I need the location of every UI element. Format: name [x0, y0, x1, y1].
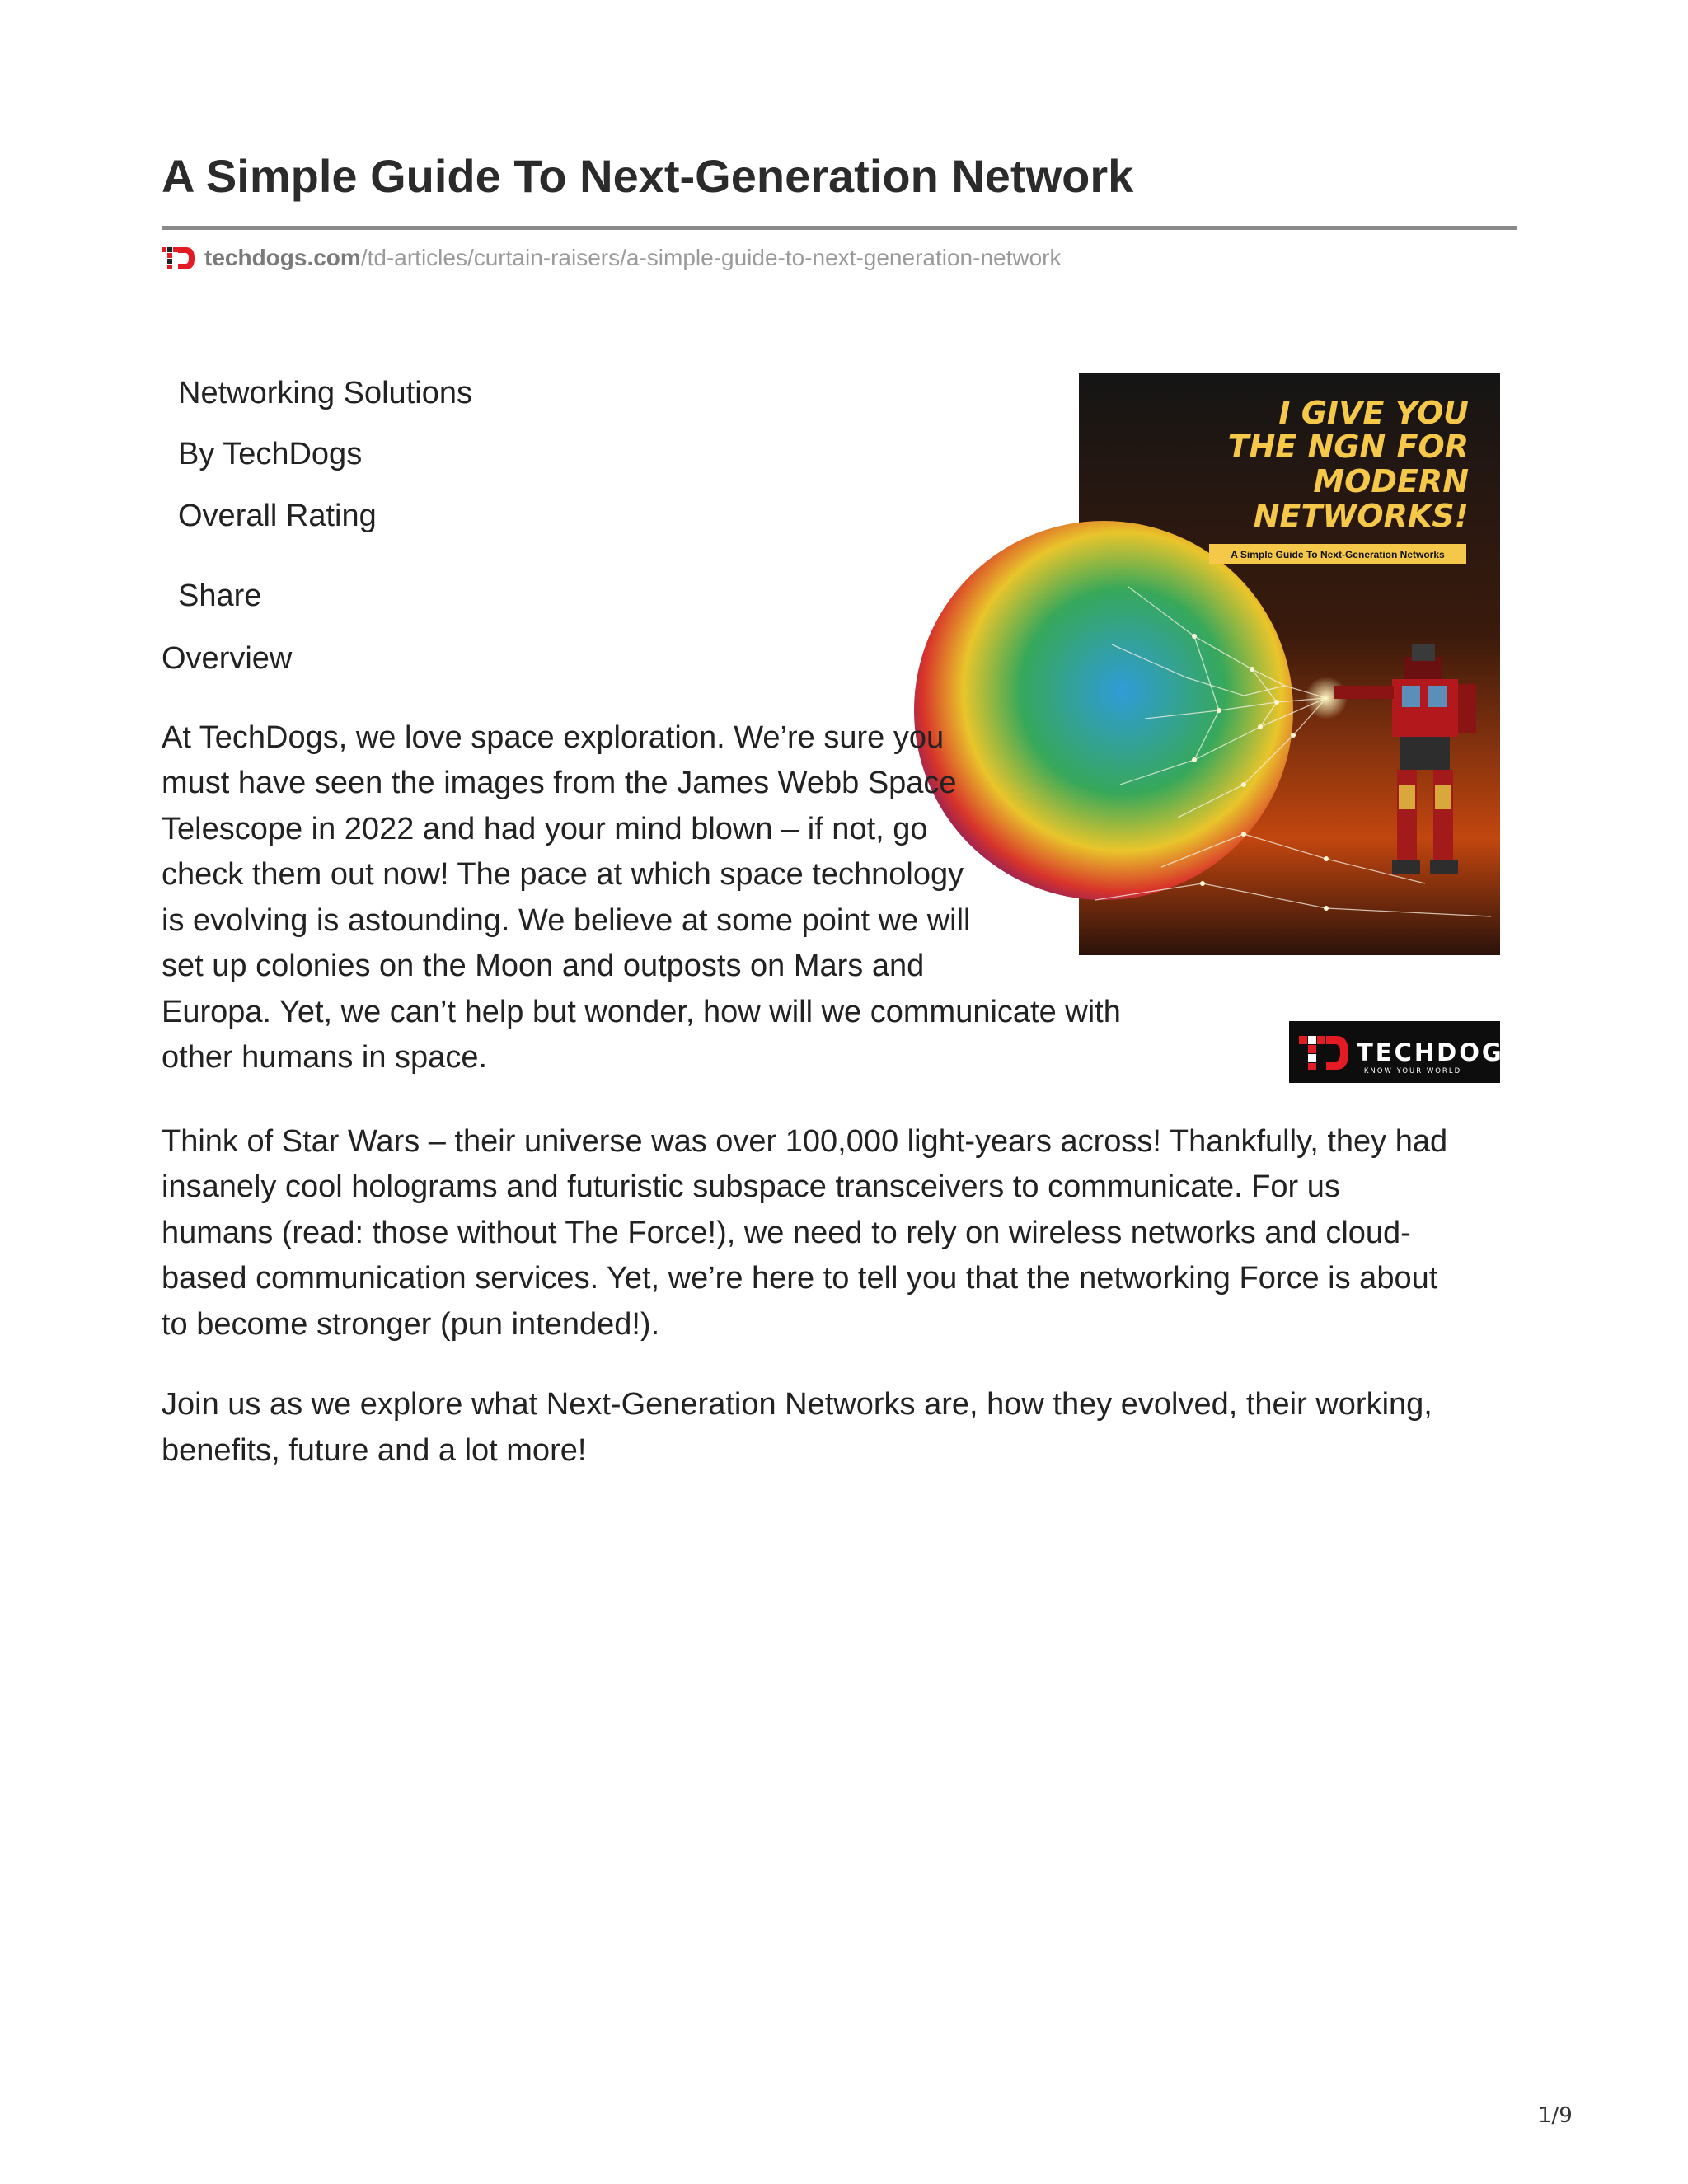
- share-button[interactable]: Share: [178, 579, 262, 613]
- hero-headline-line: NETWORKS!: [1253, 498, 1469, 534]
- paragraph-line: must have seen the images from the James Webb Space: [162, 766, 957, 800]
- paragraph-line: other humans in space.: [162, 1040, 488, 1075]
- category-link[interactable]: Networking Solutions: [178, 376, 472, 410]
- paragraph-line: Join us as we explore what Next-Generation Networks are, how they evolved, their working,: [162, 1387, 1432, 1422]
- paragraph-line: check them out now! The pace at which space technology: [162, 857, 964, 892]
- logo-tagline: KNOW YOUR WORLD: [1363, 1067, 1462, 1076]
- hero-headline-line: MODERN: [1313, 463, 1469, 499]
- source-domain[interactable]: techdogs.com: [204, 245, 361, 270]
- hero-image: [1079, 373, 1500, 955]
- page-title: A Simple Guide To Next-Generation Network: [162, 150, 1134, 202]
- source-url[interactable]: [162, 244, 1061, 272]
- paragraph-line: Think of Star Wars – their universe was over 100,000 light-years across! Thankfully, they had: [162, 1124, 1448, 1159]
- paragraph-line: humans (read: those without The Force!), we need to rely on wireless networks and cloud-: [162, 1216, 1411, 1250]
- source-path[interactable]: /td-articles/curtain-raisers/a-simple-guide-to-next-generation-network: [360, 245, 1062, 270]
- hero-headline-line: I GIVE YOU: [1278, 395, 1469, 431]
- paragraph-line: Telescope in 2022 and had your mind blown – if not, go: [162, 812, 928, 846]
- rating-label: Overall Rating: [178, 499, 377, 533]
- techdogs-favicon-icon: [162, 244, 196, 272]
- techdogs-logo: [1289, 1021, 1524, 1083]
- hero-subtitle: A Simple Guide To Next-Generation Networks: [1231, 549, 1445, 560]
- paragraph-line: based communication services. Yet, we’re here to tell you that the networking Force is about: [162, 1261, 1438, 1296]
- page-number: 1/9: [1538, 2103, 1573, 2128]
- title-divider: [162, 226, 1517, 230]
- paragraph-line: benefits, future and a lot more!: [162, 1433, 587, 1468]
- overview-tab[interactable]: Overview: [162, 641, 293, 676]
- logo-wordmark: TECHDOGS: [1357, 1038, 1524, 1066]
- paragraph-line: to become stronger (pun intended!).: [162, 1307, 660, 1342]
- author-byline[interactable]: By TechDogs: [178, 437, 363, 471]
- hero-headline-line: THE NGN FOR: [1227, 429, 1469, 465]
- paragraph-line: set up colonies on the Moon and outposts on Mars and: [162, 949, 925, 983]
- paragraph-line: is evolving is astounding. We believe at some point we will: [162, 903, 971, 938]
- paragraph-line: insanely cool holograms and futuristic subspace transceivers to communicate. For us: [162, 1169, 1340, 1204]
- paragraph-line: Europa. Yet, we can’t help but wonder, how will we communicate with: [162, 995, 1121, 1029]
- paragraph-line: At TechDogs, we love space exploration. We’re sure you: [162, 720, 945, 755]
